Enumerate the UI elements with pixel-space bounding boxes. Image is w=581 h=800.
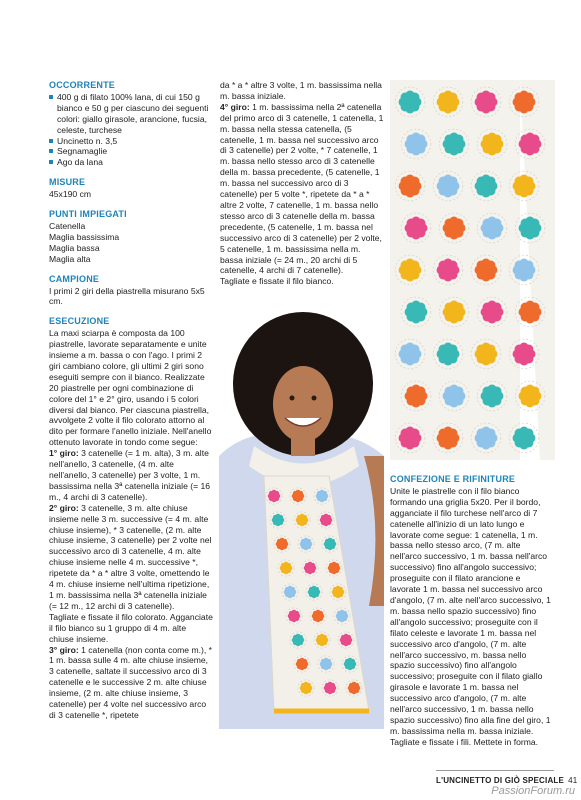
tile-center [412,140,420,148]
giro-1: 1° giro: 3 catenelle (= 1 m. alta), 3 m. alte nell'anello, 3 catenelle, (4 m. alte nell'anello, 3 catenelle) per 3 volte, 1 m. bassissima nella 3ª catenella iniziale (= 16 m., 4 archi di 3 catenelle). [49,448,211,502]
tile-center [526,392,534,400]
column-1 [49,80,213,730]
tile-center [352,686,356,690]
column-3 [390,474,552,748]
tile-center [526,308,534,316]
heading-punti: PUNTI IMPIEGATI [49,209,127,220]
punto-item: Maglia bassissima [49,231,120,242]
tile-center [324,518,328,522]
tile-center [320,494,324,498]
punto-item: Catenella [49,220,86,231]
giro-3-continuation: da * a * altre 3 volte, 1 m. bassissima nella m. bassa iniziale. [220,80,382,101]
tile-center [316,614,320,618]
tile-center [340,614,344,618]
heading-occorrente: OCCORRENTE [49,80,116,90]
tile-center [312,590,316,594]
tile-center [412,308,420,316]
scarf-closeup-image [390,80,555,460]
model-photo [219,306,384,729]
giro-3: 3° giro: 1 catenella (non conta come m.), * 1 m. bassa sulle 4 m. alte chiuse insieme, 3 catenelle, saltate il successivo arco di 3 catenelle e le successive 2 m. alte chiuse insieme, (2 m. alte chiuse insieme, 3 catenelle) per 4 volte nel successivo arco di 3 catenelle *, ripetete [49,644,212,720]
tile-center [332,566,336,570]
square-bullet-icon [49,149,53,153]
tile-center [320,638,324,642]
page-number: 41 [568,776,578,785]
tile-center [272,494,276,498]
tile-center [482,98,490,106]
heading-misure: MISURE [49,177,86,188]
tile-center [450,308,458,316]
heading-confezione: CONFEZIONE E RIFINITURE [390,474,516,484]
square-bullet-icon [49,139,53,143]
giro-2: 2° giro: 3 catenelle, 3 m. alte chiuse insieme nelle 3 m. successive (= 4 m. alte chiuse insieme), * 3 catenelle, (2 m. alte chiuse insieme, 3 catenelle) per 2 volte nel successivo arco di 3 catenelle, 4 m. alte chiuse insieme nelle 4 m. successive *, ripetete da * a * altre 3 volte, omettendo le 4 m. chiuse insieme nell'ultima ripetizione, 1 m. bassissima nella 3ª catenella iniziale (= 12 m., 12 archi di 3 catenelle). [49,502,212,611]
section-misure [49,177,213,200]
list-item: Ago da lana [49,157,213,168]
site-watermark: PassionForum.ru [491,785,575,797]
tile-center [406,182,414,190]
list-item: Segnamaglie [49,146,213,157]
tile-center [292,614,296,618]
tile-center [344,638,348,642]
tile-center [444,266,452,274]
tile-center [450,392,458,400]
tile-center [296,494,300,498]
magazine-title: L'UNCINETTO DI GIÒ SPECIALE [436,776,565,785]
heading-campione: CAMPIONE [49,273,100,284]
tile-center [526,140,534,148]
tile-center [444,98,452,106]
tile-center [520,98,528,106]
tile-center [406,266,414,274]
list-item: 400 g di filato 100% lana, di cui 150 g bianco e 50 g per ciascuno dei seguenti colori: giallo girasole, arancione, fucsia, celeste, turchese [49,92,213,136]
tile-center [296,638,300,642]
column-2 [220,80,385,287]
tile-center [482,266,490,274]
tile-center [412,224,420,232]
tile-center [406,98,414,106]
tile-center [406,434,414,442]
materials-list [49,92,213,168]
giro-4: 4° giro: 1 m. bassissima nella 2ª catenella del primo arco di 3 catenelle, 1 catenella, 1 m. bassa nella stessa catenella, (5 catenelle, 1 m. bassa nel successivo arco di 3 catenelle) per 2 volte, * 7 catenelle, 1 m. bassa nello stesso arco di 3 catenelle della m. bassa precedente, (5 catenelle, 1 m. bassa nel successivo arco di 3 catenelle) per 5 volte *, ripetete da * a * altre 2 volte, 7 catenelle, 1 m. bassa nello stesso arco di 3 catenelle della m. bassa precedente, (5 catenelle, 1 m. bassa nel successivo arco di 3 catenelle) per 2 volte, 5 catenelle, 1 m. bassissima nella m. bassa iniziale (= 24 m., 20 archi di 5 catenelle, 4 archi di 7 catenelle). [220,101,384,276]
tile-center [520,182,528,190]
tagliate-colorato: Tagliate e fissate il filo colorato. Agganciate il filo bianco su 1 gruppo di 4 m. alte chiuse insieme. [49,611,213,644]
tile-center [348,662,352,666]
woman-with-scarf-image [219,306,384,729]
page-footer [436,776,577,785]
section-occorrente [49,80,213,168]
tile-center [444,182,452,190]
list-item: Uncinetto n. 3,5 [49,136,213,147]
tile-center [304,542,308,546]
tile-center [450,224,458,232]
tagliate-bianco: Tagliate e fissate il filo bianco. [220,276,334,287]
tile-center [324,662,328,666]
tile-center [520,434,528,442]
punto-item: Maglia bassa [49,242,100,253]
square-bullet-icon [49,160,53,164]
section-esecuzione [49,316,213,721]
section-campione [49,274,213,308]
tile-center [520,350,528,358]
tile-center [288,590,292,594]
tile-center [526,224,534,232]
misure-text: 45x190 cm [49,189,92,200]
tile-center [450,140,458,148]
tile-center [444,434,452,442]
tile-center [308,566,312,570]
confezione-text: Unite le piastrelle con il filo bianco formando una griglia 5x20. Per il bordo, agganciate il filo turchese nell'arco di 7 catenelle all'inizio di un lato lungo e lavorate come segue: 1 catenella, 1 m. bassa nello stesso arco, (7 m. alte nell'arco successivo, 1 m. bassa nell'arco successivo) fino all'angolo successivo; proseguite con il filato arancione e lavorate 1 m. bassa nel successivo arco d'angolo, (7 m. alte nell'arco successivo, 1 m. bassa nello spazio successivo) fino all'angolo successivo; proseguite con il filato celeste e lavorate 1 m. bassa nel successivo arco d'angolo, (7 m. alte nell'arco successivo, m. bassa nello spazio successivo) fino all'angolo successivo; proseguite con il filato giallo girasole e lavorate 1 m. bassa nel successivo arco d'angolo, (7 m. alte nell'arco successivo, 1 m. bassa nello spazio successivo) fino alla fine del giro, 1 m. bassissima nella m. bassa iniziale. Tagliate e fissate i fili. Mettete in forma. [390,485,551,747]
tile-center [336,590,340,594]
tile-center [412,392,420,400]
tile-center [304,686,308,690]
tile-center [328,542,332,546]
tile-center [482,182,490,190]
tile-center [284,566,288,570]
scarf-detail-photo [390,80,555,460]
tile-center [488,224,496,232]
footer-divider [436,770,554,771]
tile-center [300,518,304,522]
tile-center [482,434,490,442]
tile-center [488,308,496,316]
heading-esecuzione: ESECUZIONE [49,316,110,327]
square-bullet-icon [49,95,53,99]
punto-item: Maglia alta [49,253,91,264]
tile-center [300,662,304,666]
tile-center [444,350,452,358]
tile-center [520,266,528,274]
esecuzione-intro: La maxi sciarpa è composta da 100 piastrelle, lavorate separatamente e unite insieme a m. bassa o con l'ago. I primi 2 giri cambiano colore, gli ultimi 2 giri sono eseguiti sempre con il bianco. Realizzate 20 piastrelle per ogni combinazione di colore del 1° e 2° giro, usando i 5 colori diversi dal bianco. Per ciascuna piastrella, avvolgete 2 volte il filo colorato attorno al dito per formare l'anello iniziale. Nell'anello ottenuto lavorate in tondo come segue: [49,328,212,448]
tile-center [406,350,414,358]
campione-text: I primi 2 giri della piastrella misurano 5x5 cm. [49,285,205,307]
tile-center [280,542,284,546]
tile-center [328,686,332,690]
tile-center [482,350,490,358]
tile-center [488,392,496,400]
section-punti [49,209,213,265]
tile-center [488,140,496,148]
tile-center [276,518,280,522]
